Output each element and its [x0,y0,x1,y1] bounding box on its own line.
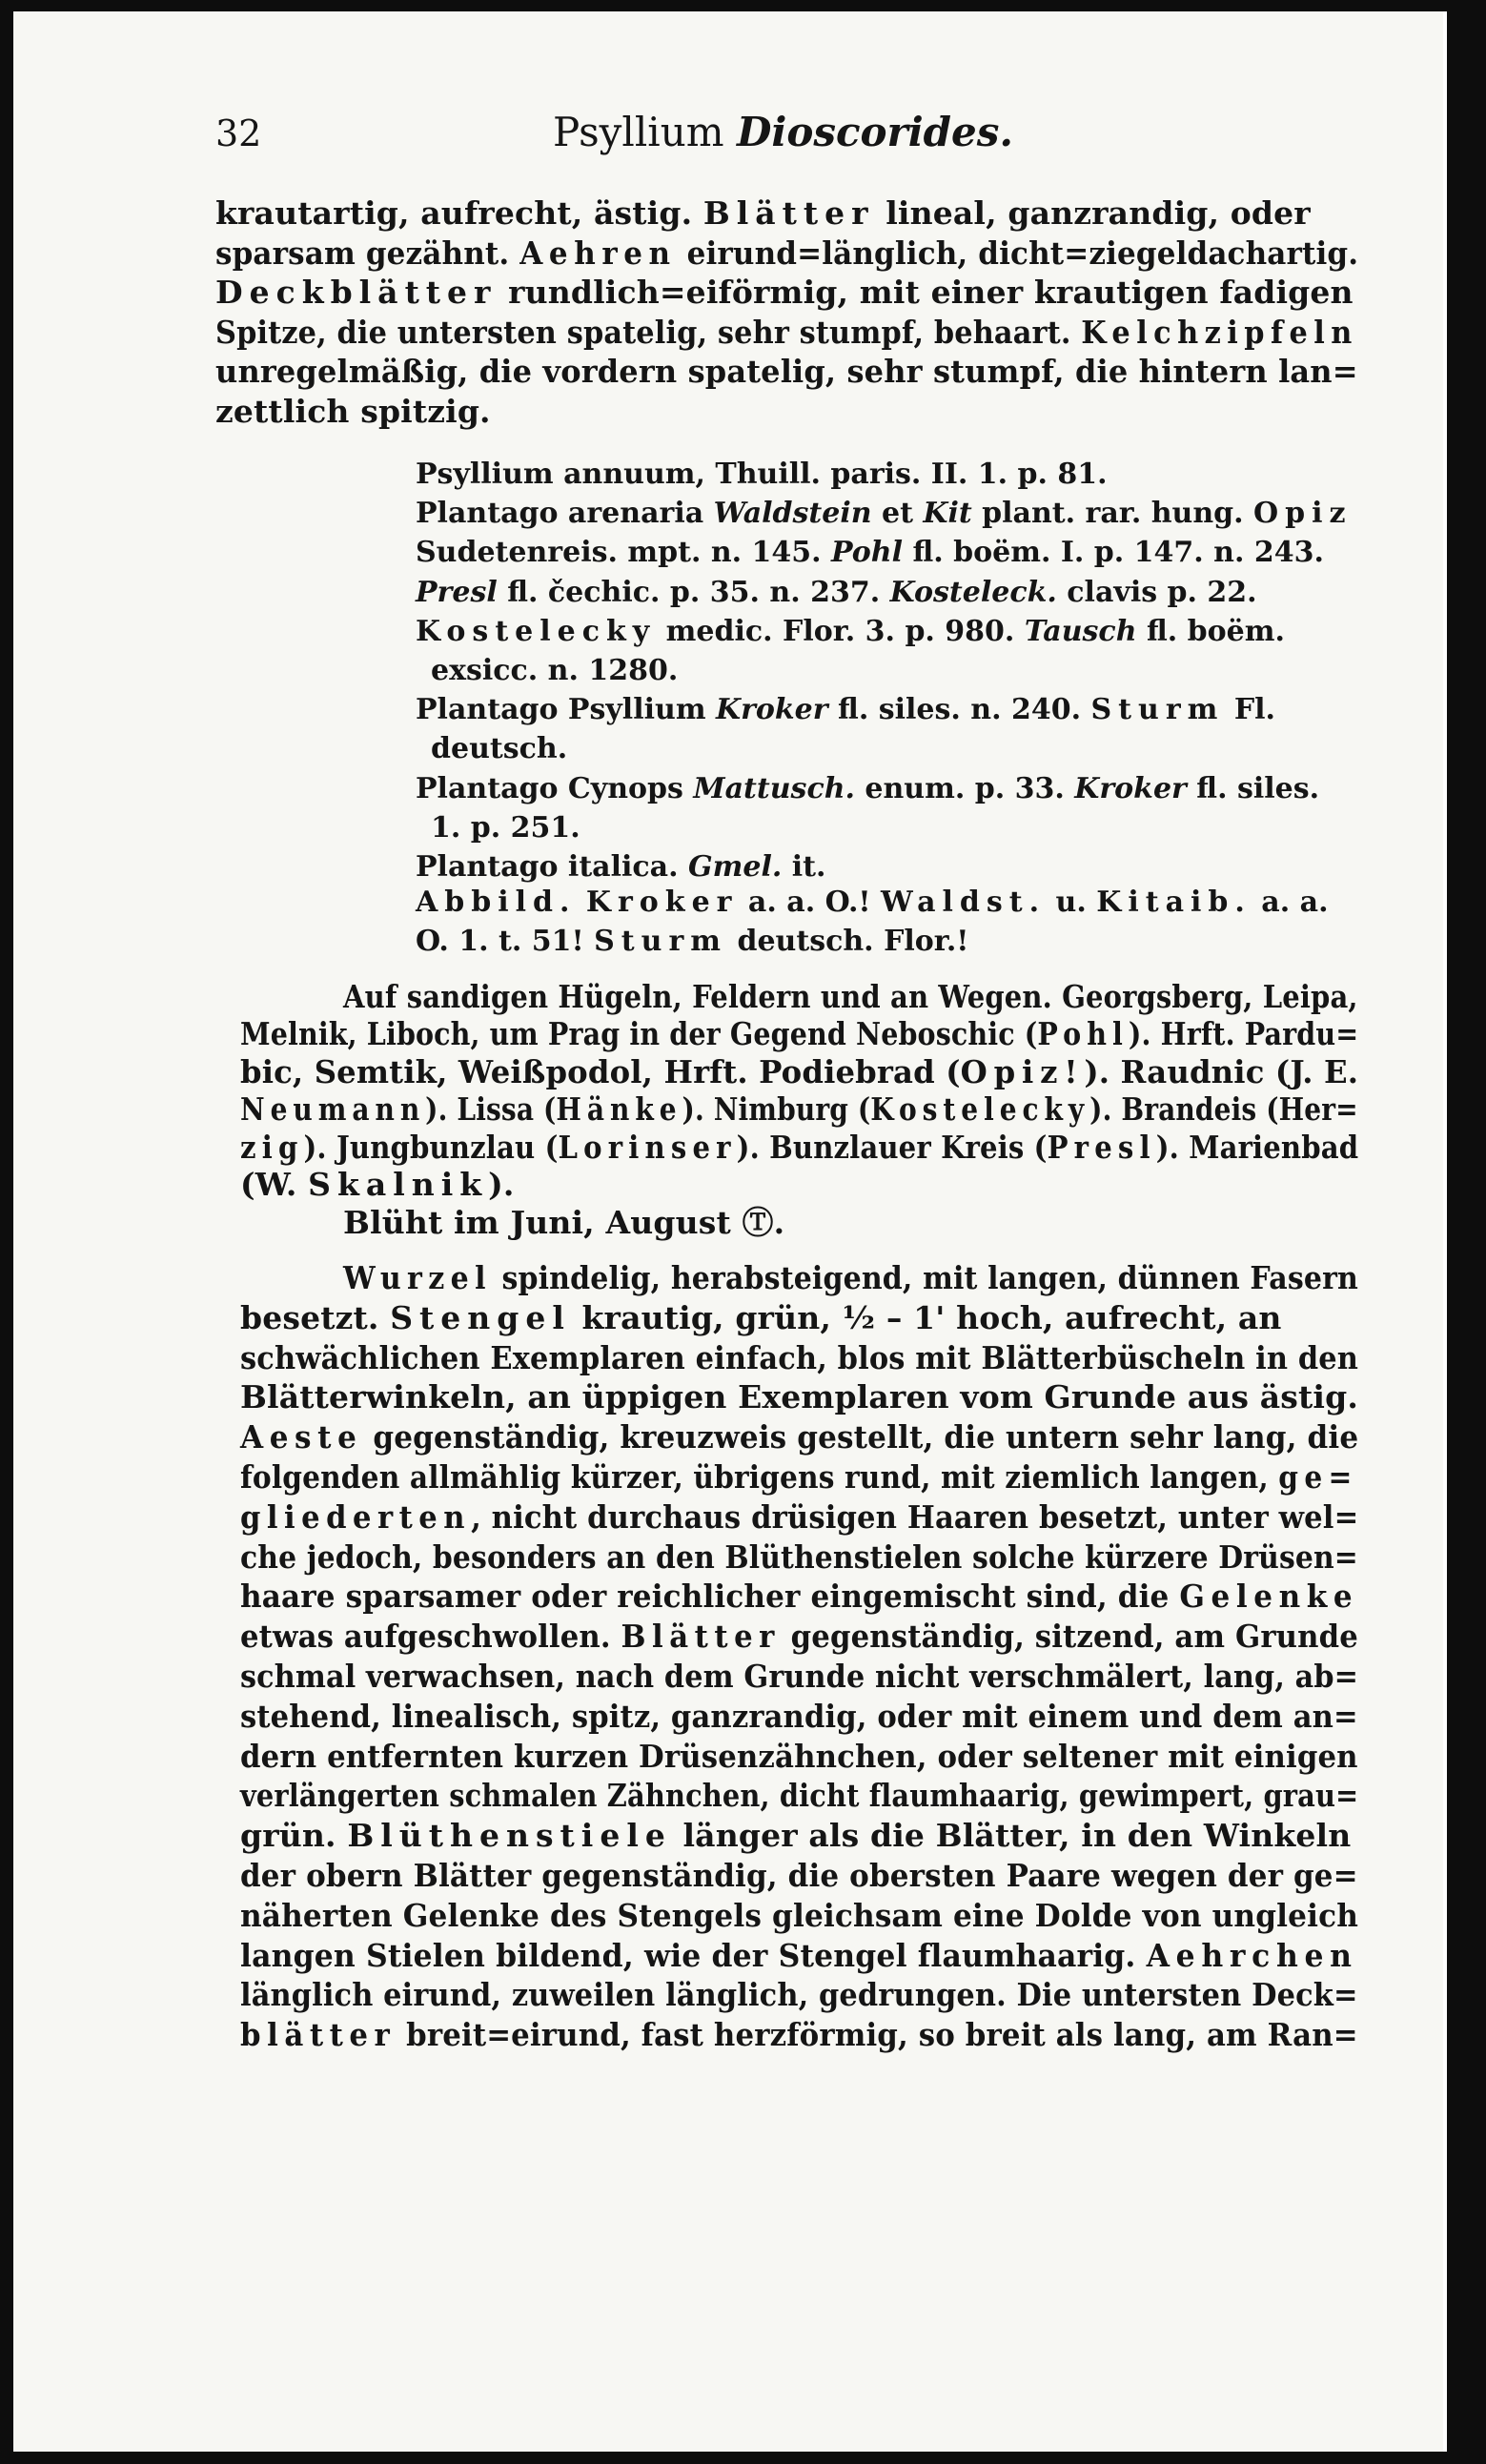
synonym-line [416,574,1257,612]
body-line [240,1417,1358,1456]
spaced-text: gliederten [240,1498,472,1536]
synonym-line [431,809,580,847]
italic-text: Tausch [1024,615,1137,648]
page-number: 32 [215,112,262,154]
page-edge [1443,11,1447,2452]
text-run: krautig, grün, ½ – 1' hoch, aufrecht, an [570,1299,1282,1336]
text-run: fl. siles. [1186,772,1320,805]
body-line [240,1975,1358,2014]
illustration-line [416,923,968,961]
text-run [576,886,585,919]
text-run: Auf sandigen Hügeln, Feldern und an Wegen. Georgsberg, Leipa, [343,978,1358,1015]
text-run: fl. boëm. I. p. 147. n. 243. [903,536,1324,569]
body-line [240,1617,1358,1656]
synonym-line [431,730,567,768]
text-run: bic, Semtik, Weißpodol, Hrft. Podiebrad ( [240,1053,961,1090]
spaced-text: Kostelecky [870,1090,1090,1128]
text-run: spindelig, herabsteigend, mit langen, dünnen Fasern [491,1259,1358,1296]
text-run: Psyllium annuum, Thuill. paris. II. 1. p. 81. [416,458,1108,491]
italic-text: Kroker [1074,772,1187,805]
text-run: Spitze, die untersten spatelig, sehr stumpf, behaart. [215,314,1082,351]
text-run: a. a. [1251,886,1329,919]
text-run: O. 1. t. 51! [416,925,595,958]
synonym-line [416,613,1285,651]
body-line [240,1537,1358,1577]
body-line [240,1577,1358,1616]
bloom-line [343,1203,784,1242]
spaced-text: Skalnik [308,1166,489,1203]
text-run: Plantago Psyllium [416,693,716,726]
text-run: ). Nimburg ( [682,1090,871,1128]
spaced-text: Wurzel [343,1259,492,1296]
italic-text: Waldstein [713,497,872,530]
spaced-text: Opiz [1253,497,1353,530]
text-run: länglich eirund, zuweilen länglich, gedrungen. Die untersten Deck= [240,1976,1358,2013]
text-run: Fl. [1224,693,1275,726]
text-run: unregelmäßig, die vordern spatelig, sehr stumpf, die hintern lan= [215,353,1358,390]
spaced-text: Kroker [585,886,739,919]
body-line [240,2015,1358,2054]
description-line [215,313,1358,352]
text-run: breit=eirund, fast herzförmig, so breit als lang, am Ran= [396,2016,1358,2053]
text-run: deutsch. [431,732,568,765]
description-line [215,352,1358,391]
text-run: ). Brandeis (Her= [1089,1090,1358,1128]
spaced-text: Deckblätter [215,274,498,311]
text-run: Blüht im Juni, August [343,1204,743,1241]
text-run: 1. p. 251. [431,811,580,845]
description-line [215,273,1354,312]
spaced-text: Kelchzipfeln [1081,314,1358,351]
text-run: u. [1046,886,1097,919]
spaced-text: Gelenke [1179,1578,1359,1615]
spaced-text: Kitaib. [1096,886,1252,919]
text-run: Sudetenreis. mpt. n. 145. [416,536,832,569]
text-run: verlängerten schmalen Zähnchen, dicht flaumhaarig, gewimpert, grau= [240,1777,1359,1814]
habitat-line [240,1052,1358,1091]
text-run: plant. rar. hung. [971,497,1254,530]
text-run: haare sparsamer oder reichlicher eingemischt sind, die [240,1578,1180,1615]
page-title-plain: Psyllium [553,109,737,155]
text-run: fl. siles. n. 240. [827,693,1091,726]
text-run: Plantago arenaria [416,497,714,530]
text-run: der obern Blätter gegenständig, die obersten Paare wegen der ge= [240,1857,1358,1894]
text-run: ). Hrft. Pardu= [1128,1015,1359,1052]
spaced-text: Aeste [240,1418,363,1456]
body-line [240,1936,1358,1975]
text-run: ). Marienbad [1155,1129,1359,1166]
text-run: eirund=länglich, dicht=ziegeldachartig. [676,234,1359,272]
habitat-line [240,1128,1358,1167]
italic-text: Kit [923,497,972,530]
text-run: Plantago italica. [416,850,689,884]
habitat-line [240,1165,515,1204]
text-run: medic. Flor. 3. p. 980. [656,615,1025,648]
body-line [240,1896,1358,1935]
page-title-italic: Dioscorides. [736,109,1013,155]
body-line [240,1457,1358,1497]
spaced-text: ge= [1278,1458,1358,1496]
text-run: krautartig, aufrecht, ästig. [215,194,703,232]
illustration-line [416,884,1329,922]
spaced-text: Stengel [390,1299,571,1336]
synonym-line [416,534,1324,572]
text-run: folgenden allmählig kürzer, übrigens rund, mit ziemlich langen, [240,1458,1279,1496]
text-run: ). Jungbunzlau ( [303,1129,559,1166]
text-run: ). Lissa ( [425,1090,557,1128]
habitat-line [240,1014,1358,1053]
italic-text: Presl [416,576,498,609]
text-run: et [871,497,924,530]
text-run: Blätterwinkeln, an üppigen Exemplaren vom Grunde aus ästig. [240,1378,1358,1415]
text-run: sparsam gezähnt. [215,234,520,272]
text-run: Plantago Cynops [416,772,694,805]
body-line [240,1497,1358,1537]
description-line [215,193,1311,233]
synonym-line [416,495,1353,533]
text-run: deutsch. Flor.! [727,925,969,958]
text-run: (W. [240,1166,309,1203]
text-run: näherten Gelenke des Stengels gleichsam eine Dolde von ungleich [240,1897,1359,1934]
body-line [240,1856,1358,1895]
text-run: fl. čechic. p. 35. n. 237. [497,576,890,609]
italic-text: Pohl [831,536,904,569]
spaced-text: Opiz! [960,1053,1085,1090]
body-line [240,1776,1358,1815]
synonym-line [416,456,1108,494]
text-run: besetzt. [240,1299,391,1336]
italic-text: Gmel. [688,850,783,884]
italic-text: Kroker [716,693,828,726]
habitat-line [343,977,1358,1016]
italic-text: Mattusch. [693,772,855,805]
habitat-line [240,1089,1358,1129]
text-run: grün. [240,1817,348,1854]
spaced-text: Presl [1047,1129,1156,1166]
spaced-text: Pohl [1037,1015,1129,1052]
text-run: gegenständig, kreuzweis gestellt, die untern sehr lang, die [362,1418,1359,1456]
text-run: rundlich=eiförmig, mit einer krautigen fadigen [497,274,1354,311]
spaced-text: Hänke [556,1090,682,1128]
synonym-line [416,691,1275,729]
spaced-text: Lorinser [558,1129,737,1166]
text-run: stehend, linealisch, spitz, ganzrandig, oder mit einem und dem an= [240,1698,1358,1735]
text-run: gegenständig, sitzend, am Grunde [780,1618,1358,1655]
text-run: enum. p. 33. [854,772,1075,805]
text-run: länger als die Blätter, in den Winkeln [671,1817,1352,1854]
spaced-text: Sturm [1090,693,1225,726]
synonym-line [431,652,678,690]
text-run: Melnik, Liboch, um Prag in der Gegend Neboschic ( [240,1015,1038,1052]
body-line [240,1657,1358,1696]
text-run: Ⓣ. [742,1204,785,1241]
text-run: exsicc. n. 1280. [431,654,679,687]
text-run: langen Stielen bildend, wie der Stengel flaumhaarig. [240,1937,1147,1974]
synonym-line [416,770,1319,808]
text-run: ). [488,1166,515,1203]
text-run: schwächlichen Exemplaren einfach, blos mit Blätterbüscheln in den [240,1339,1359,1376]
description-line [215,234,1358,273]
body-line [240,1338,1358,1377]
text-run: fl. boëm. [1136,615,1285,648]
spaced-text: Abbild. [416,886,577,919]
text-run: it. [782,850,826,884]
spaced-text: zig [240,1129,304,1166]
text-run: ). Raudnic (J. E. [1084,1053,1359,1090]
spaced-text: Sturm [594,925,728,958]
spaced-text: Aehrchen [1146,1937,1358,1974]
synonym-line [416,848,825,886]
text-run: che jedoch, besonders an den Blüthenstielen solche kürzere Drüsen= [240,1538,1358,1576]
spaced-text: Blätter [621,1618,781,1655]
italic-text: Kosteleck. [889,576,1057,609]
text-run: etwas aufgeschwollen. [240,1618,621,1655]
text-run: a. a. O.! [738,886,882,919]
text-run: lineal, ganzrandig, oder [874,194,1311,232]
text-run: ). Bunzlauer Kreis ( [736,1129,1048,1166]
body-line [343,1258,1358,1297]
spaced-text: Aehren [519,234,677,272]
description-line [215,392,491,431]
text-run: dern entfernten kurzen Drüsenzähnchen, oder seltener mit einigen [240,1738,1358,1775]
page-title [553,109,1013,155]
spaced-text: Blüthenstiele [347,1817,672,1854]
text-run: clavis p. 22. [1056,576,1257,609]
body-line [240,1697,1358,1736]
text-run: zettlich spitzig. [215,393,491,430]
body-line [240,1816,1351,1855]
spaced-text: Kostelecky [416,615,657,648]
spaced-text: Blätter [702,194,875,232]
spaced-text: Neumann [240,1090,426,1128]
text-run: , nicht durchaus drüsigen Haaren besetzt, unter wel= [471,1498,1359,1536]
spaced-text: blätter [240,2016,397,2053]
body-line [240,1298,1282,1337]
body-line [240,1737,1358,1776]
body-line [240,1377,1358,1416]
text-run: schmal verwachsen, nach dem Grunde nicht verschmälert, lang, ab= [240,1658,1359,1695]
spaced-text: Waldst. [881,886,1047,919]
